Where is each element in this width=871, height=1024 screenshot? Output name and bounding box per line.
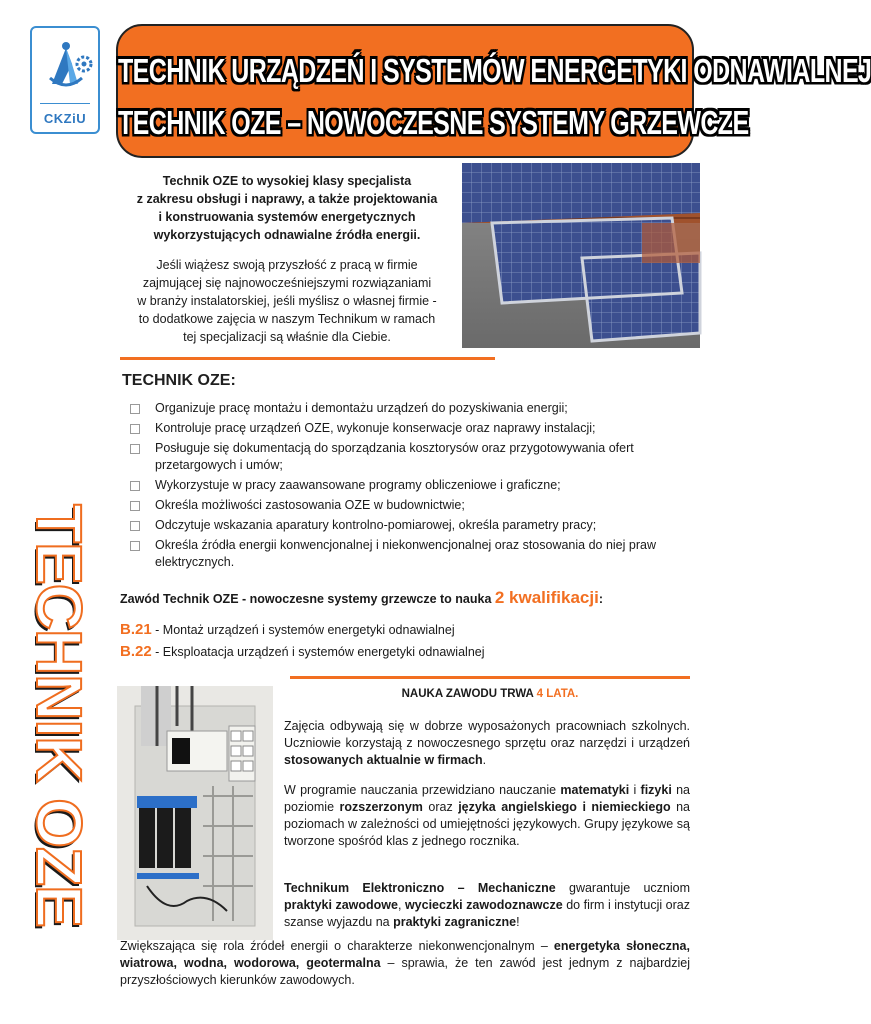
qualification-desc: - Eksploatacja urządzeń i systemów energetyki odnawialnej	[151, 645, 485, 659]
duties-list	[128, 400, 688, 574]
curriculum-text-d: na poziomie	[284, 783, 690, 814]
checkbox-bullet-icon	[130, 501, 140, 511]
list-item	[128, 440, 688, 474]
intro-p2-line-5: tej specjalizacji są właśnie dla Ciebie.	[183, 330, 391, 344]
curriculum-text-c: i	[629, 783, 641, 797]
list-item	[128, 400, 688, 417]
intro-line-4: wykorzystujących odnawialne źródła energii.	[153, 228, 421, 242]
internships-text-d: do firm i instytucji oraz szanse wyjazdu na	[284, 898, 690, 929]
intro-paragraph-2	[112, 256, 462, 346]
electrical-cabinet-photo	[117, 686, 273, 940]
side-vertical-title-text: TECHNIK OZE	[23, 504, 95, 927]
classes-text: Zajęcia odbywają się w dobrze wyposażonych pracowniach szkolnych. Uczniowie korzystają z nowoczesnego sprzętu oraz narzędzi i urządzeń	[284, 719, 690, 750]
intro-line-2: z zakresu obsługi i naprawy, a także projektowania	[136, 192, 438, 206]
classes-paragraph	[284, 718, 690, 769]
curriculum-text-e: oraz	[422, 800, 459, 814]
qualifications-colon: :	[598, 592, 603, 606]
curriculum-text-f: na poziomach w zależności od umiejętności językowych. Grupy językowe są tworzone spośród klas z jednego rocznika.	[284, 800, 691, 848]
intro-text	[112, 172, 462, 358]
list-item-text: Wykorzystuje w pracy zaawansowane programy obliczeniowe i graficzne;	[155, 478, 561, 492]
banner-title-line1: TECHNIK URZĄDZEŃ I SYSTEMÓW ENERGETYKI ODNAWIALNEJ	[118, 52, 871, 90]
intro-subject: Technik OZE	[162, 174, 239, 188]
duration-text: NAUKA ZAWODU TRWA	[401, 688, 537, 700]
checkbox-bullet-icon	[130, 444, 140, 454]
checkbox-bullet-icon	[130, 424, 140, 434]
closing-energy-types: energetyka słoneczna, wiatrowa, wodna, wodorowa, geotermalna	[120, 939, 690, 970]
list-item	[128, 537, 688, 571]
intro-p2-line-3: w branży instalatorskiej, jeśli myślisz o własnej firmie -	[137, 294, 437, 308]
checkbox-bullet-icon	[130, 404, 140, 414]
checkbox-bullet-icon	[130, 521, 140, 531]
school-logo	[30, 26, 100, 134]
internships-paragraph	[284, 880, 690, 931]
list-item-text: Kontroluje pracę urządzeń OZE, wykonuje konserwacje oraz naprawy instalacji;	[155, 421, 596, 435]
solar-panels-photo	[462, 163, 700, 348]
logo-text: CKZiU	[43, 111, 87, 126]
qualifications-intro	[120, 588, 603, 608]
list-item	[128, 517, 688, 534]
qualification-b22	[120, 643, 485, 660]
qualifications-count: 2 kwalifikacji	[494, 588, 599, 607]
closing-text-c: – sprawia, że ten zawód jest jednym z najbardziej przyszłościowych kierunków zawodowych.	[120, 956, 690, 987]
duration-dot: .	[575, 688, 579, 700]
divider-line	[120, 357, 495, 360]
side-vertical-title	[23, 504, 95, 994]
curriculum-math: matematyki	[560, 783, 630, 797]
internships-end: !	[516, 915, 520, 929]
logo-divider	[40, 103, 90, 104]
title-banner	[116, 24, 871, 158]
internships-text-c: ,	[397, 898, 405, 912]
qualification-code: B.22	[120, 643, 152, 660]
divider-line-2	[290, 676, 690, 679]
qualification-b21	[120, 621, 455, 638]
classes-end: .	[482, 753, 487, 767]
compass-gear-logo-icon	[38, 34, 94, 94]
list-item-text: Odczytuje wskazania aparatury kontrolno-pomiarowej, określa parametry pracy;	[155, 518, 597, 532]
intro-line-3: i konstruowania systemów energetycznych	[158, 210, 416, 224]
qualifications-intro-text: Zawód Technik OZE - nowoczesne systemy grzewcze to nauka	[120, 592, 495, 606]
school-name: Technikum Elektroniczno – Mechaniczne	[284, 881, 556, 895]
curriculum-paragraph	[284, 782, 690, 850]
closing-text-a: Zwiększająca się rola źródeł energii o charakterze niekonwencjonalnym –	[120, 939, 554, 953]
internships-abroad: praktyki zagraniczne	[393, 915, 517, 929]
list-item-text: Organizuje pracę montażu i demontażu urządzeń do pozyskiwania energii;	[155, 401, 568, 415]
banner-title-line2: TECHNIK OZE – NOWOCZESNE SYSTEMY GRZEWCZE	[118, 104, 749, 142]
checkbox-bullet-icon	[130, 541, 140, 551]
list-item	[128, 497, 688, 514]
checkbox-bullet-icon	[130, 481, 140, 491]
curriculum-text-a: W programie nauczania przewidziano nauczanie	[284, 783, 561, 797]
curriculum-level: rozszerzonym	[339, 800, 423, 814]
intro-paragraph-1	[112, 172, 462, 244]
internships-text-a: gwarantuje uczniom	[555, 881, 690, 895]
internships-trips: wycieczki zawodoznawcze	[404, 898, 563, 912]
list-item	[128, 477, 688, 494]
intro-line-1: to wysokiej klasy specjalista	[238, 174, 412, 188]
intro-p2-line-4: to dodatkowe zajęcia w naszym Technikum w ramach	[138, 312, 436, 326]
list-item-text: Posługuje się dokumentacją do sporządzania kosztorysów oraz przygotowywania ofert przetargowych i umów;	[155, 441, 634, 472]
intro-p2-line-2: zajmującej się najnowocześniejszymi rozwiązaniami	[142, 276, 432, 290]
closing-paragraph	[120, 938, 690, 989]
classes-bold: stosowanych aktualnie w firmach	[284, 753, 483, 767]
intro-p2-line-1: Jeśli wiążesz swoją przyszłość z pracą w firmie	[156, 258, 418, 272]
curriculum-physics: fizyki	[640, 783, 672, 797]
section-heading: TECHNIK OZE:	[122, 372, 236, 389]
list-item-text: Określa źródła energii konwencjonalnej i niekonwencjonalnej oraz stosowania do niej praw elektrycznych.	[155, 538, 656, 569]
duration-heading	[290, 688, 690, 700]
curriculum-languages: języka angielskiego i niemieckiego	[458, 800, 671, 814]
qualification-code: B.21	[120, 621, 152, 638]
qualification-desc: - Montaż urządzeń i systemów energetyki odnawialnej	[151, 623, 455, 637]
list-item	[128, 420, 688, 437]
internships-practice: praktyki zawodowe	[284, 898, 398, 912]
duration-years: 4 LATA	[536, 688, 576, 700]
list-item-text: Określa możliwości zastosowania OZE w budownictwie;	[155, 498, 465, 512]
